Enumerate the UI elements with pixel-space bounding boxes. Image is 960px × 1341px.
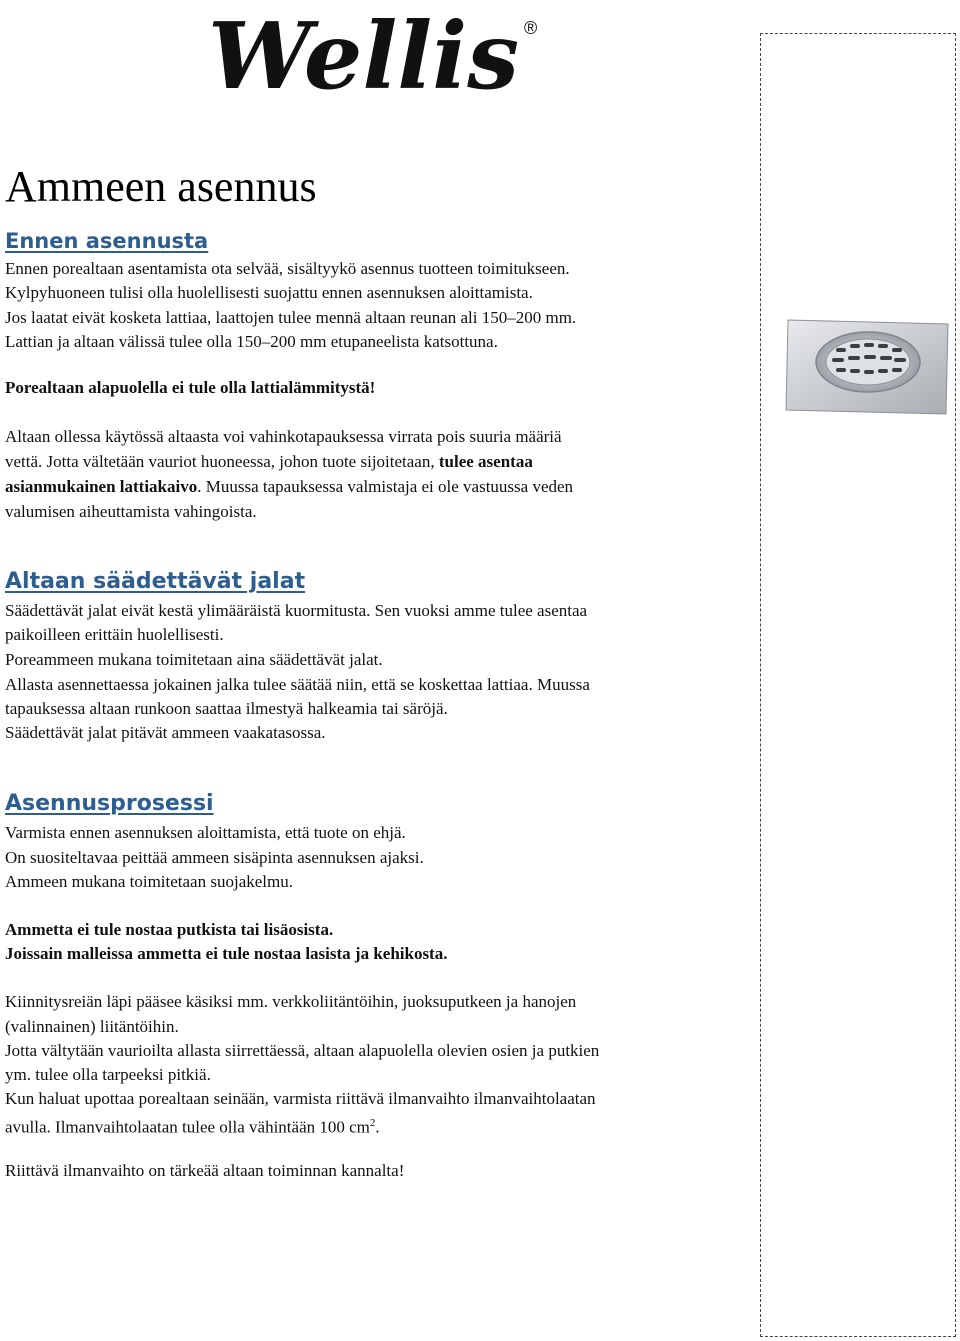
text-line: Säädettävät jalat pitävät ammeen vaakatasossa. [5, 723, 326, 742]
wellis-logo [196, 0, 552, 108]
text-line: Poreammeen mukana toimitetaan aina säädettävät jalat. [5, 650, 383, 669]
warning-floor-heating: Porealtaan alapuolella ei tule olla lattialämmitystä! [5, 378, 376, 397]
text-line [5, 450, 745, 474]
text-span: . Muussa tapauksessa valmistaja ei ole vastuussa veden [197, 477, 574, 496]
text-line [5, 475, 745, 499]
page-title: Ammeen asennus [5, 162, 317, 211]
text-line: Altaan ollessa käytössä altaasta voi vahinkotapauksessa virrata pois suuria määriä [5, 427, 562, 446]
bold-warning-line: Ammetta ei tule nostaa putkista tai lisäosista. [5, 920, 334, 939]
final-note: Riittävä ilmanvaihto on tärkeää altaan toiminnan kannalta! [5, 1161, 405, 1180]
bold-warning-line: Joissain malleissa ammetta ei tule nostaa lasista ja kehikosta. [5, 944, 448, 963]
text-line: Kun haluat upottaa porealtaan seinään, varmista riittävä ilmanvaihto ilmanvaihtolaatan [5, 1089, 596, 1108]
logo-wordmark: Wellis [208, 2, 519, 108]
text-line: On suositeltavaa peittää ammeen sisäpinta asennuksen ajaksi. [5, 848, 424, 867]
text-line: Allasta asennettaessa jokainen jalka tulee säätää niin, että se koskettaa lattiaa. Muussa [5, 675, 590, 694]
bold-span: asianmukainen lattiakaivo [5, 477, 198, 496]
text-line: paikoilleen erittäin huolellisesti. [5, 625, 224, 644]
ventilation-line [5, 1111, 745, 1140]
text-span: . [375, 1117, 380, 1137]
heading-asennusprosessi: Asennusprosessi [5, 791, 214, 816]
heading-ennen-asennusta: Ennen asennusta [5, 229, 209, 253]
text-line: Jos laatat eivät kosketa lattiaa, laattojen tulee mennä altaan reunan ali 150–200 mm. [5, 308, 577, 327]
text-line: Ennen porealtaan asentamista ota selvää, sisältyykö asennus tuotteen toimitukseen. [5, 259, 570, 278]
text-span: avulla. Ilmanvaihtolaatan tulee olla vähintään 100 cm [5, 1117, 370, 1137]
text-line: Kylpyhuoneen tulisi olla huolellisesti suojattu ennen asennuksen aloittamista. [5, 283, 533, 302]
text-line: Jotta vältytään vaurioilta allasta siirrettäessä, altaan alapuolella olevien osien ja putkien [5, 1041, 600, 1060]
superscript: 2 [369, 1117, 376, 1129]
text-line: Ammeen mukana toimitetaan suojakelmu. [5, 872, 293, 891]
sidebar-frame [760, 33, 956, 1337]
text-line: Kiinnitysreiän läpi pääsee käsiksi mm. verkkoliitäntöihin, juoksuputkeen ja hanojen [5, 992, 577, 1011]
bold-span: tulee asentaa [438, 452, 533, 471]
text-line: ym. tulee olla tarpeeksi pitkiä. [5, 1065, 211, 1084]
text-line: Varmista ennen asennuksen aloittamista, että tuote on ehjä. [5, 823, 406, 842]
text-line: (valinnainen) liitäntöihin. [5, 1017, 179, 1036]
text-span: vettä. Jotta vältetään vauriot huoneessa, johon tuote sijoitetaan, [5, 452, 439, 471]
text-line: tapauksessa altaan runkoon saattaa ilmestyä halkeamia tai säröjä. [5, 699, 448, 718]
text-line: Säädettävät jalat eivät kestä ylimääräistä kuormitusta. Sen vuoksi amme tulee asentaa [5, 601, 588, 620]
text-line: valumisen aiheuttamista vahingoista. [5, 502, 257, 521]
heading-saadettavat-jalat: Altaan säädettävät jalat [5, 569, 306, 594]
registered-mark: ® [524, 18, 538, 38]
text-line: Lattian ja altaan välissä tulee olla 150–200 mm etupaneelista katsottuna. [5, 332, 498, 351]
